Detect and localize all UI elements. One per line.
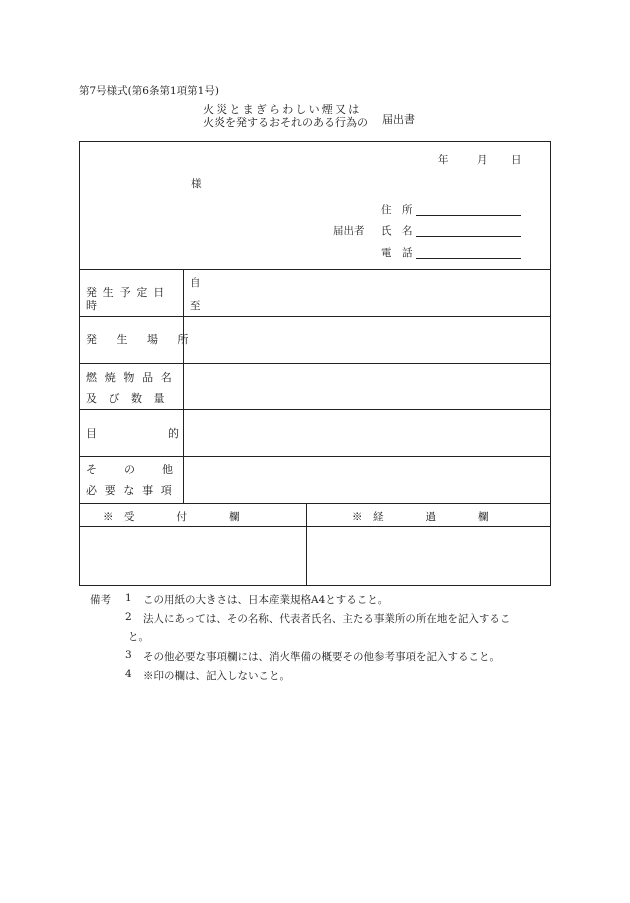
- note-4-text: ※印の欄は、記入しないこと。: [143, 670, 290, 682]
- other-field[interactable]: [186, 458, 546, 501]
- submitter-label: 届出者: [333, 225, 365, 237]
- form-number: 第7号様式(第6条第1項第1号): [79, 85, 219, 97]
- note-1-number: 1: [125, 592, 132, 604]
- progress-field: [309, 529, 547, 582]
- purpose-field[interactable]: [186, 411, 546, 454]
- datetime-label: 発生予定日時: [86, 286, 170, 312]
- note-3-number: 3: [125, 649, 132, 661]
- reception-header: ※ 受 付 欄: [103, 511, 240, 523]
- purpose-label: 目的: [86, 427, 250, 440]
- form-title: [203, 103, 368, 129]
- date-day-label: 日: [511, 154, 522, 166]
- other-label-2: 必要な事項: [86, 484, 180, 497]
- datetime-to-label: 至: [190, 300, 201, 312]
- note-2-continuation: と。: [128, 631, 149, 643]
- date-month-label: 月: [477, 154, 488, 166]
- name-label: 氏 名: [381, 225, 413, 237]
- place-label: 発生場所: [86, 333, 208, 346]
- addressee-honorific: 様: [191, 178, 202, 190]
- reception-field: [82, 529, 304, 582]
- title-line-2: 火炎を発するおそれのある行為の: [203, 116, 368, 129]
- progress-header: ※ 経 過 欄: [352, 511, 489, 523]
- datetime-from-label: 自: [190, 277, 201, 289]
- note-1-text: この用紙の大きさは、日本産業規格A4とすること。: [143, 594, 389, 606]
- place-field[interactable]: [186, 318, 546, 361]
- address-label: 住 所: [381, 204, 413, 216]
- datetime-field[interactable]: [205, 272, 545, 314]
- notes-heading: 備考: [90, 594, 111, 606]
- date-year-label: 年: [438, 154, 449, 166]
- other-label-1: その他: [86, 463, 200, 476]
- name-field[interactable]: [416, 236, 521, 237]
- combustibles-label-2: 及び数量: [86, 392, 176, 405]
- combustibles-field[interactable]: [186, 365, 546, 407]
- note-3-text: その他必要な事項欄には、消火準備の概要その他参考事項を記入すること。: [143, 651, 500, 663]
- title-suffix: 届出書: [382, 113, 415, 126]
- phone-label: 電 話: [381, 247, 413, 259]
- title-line-1: 火災とまぎらわしい煙又は: [203, 103, 362, 116]
- note-2-text: 法人にあっては、その名称、代表者氏名、主たる事業所の所在地を記入するこ: [143, 613, 511, 625]
- address-field[interactable]: [416, 215, 521, 216]
- combustibles-label-1: 燃焼物品名: [86, 371, 180, 384]
- note-2-number: 2: [125, 611, 132, 623]
- note-4-number: 4: [125, 668, 132, 680]
- phone-field[interactable]: [416, 258, 521, 259]
